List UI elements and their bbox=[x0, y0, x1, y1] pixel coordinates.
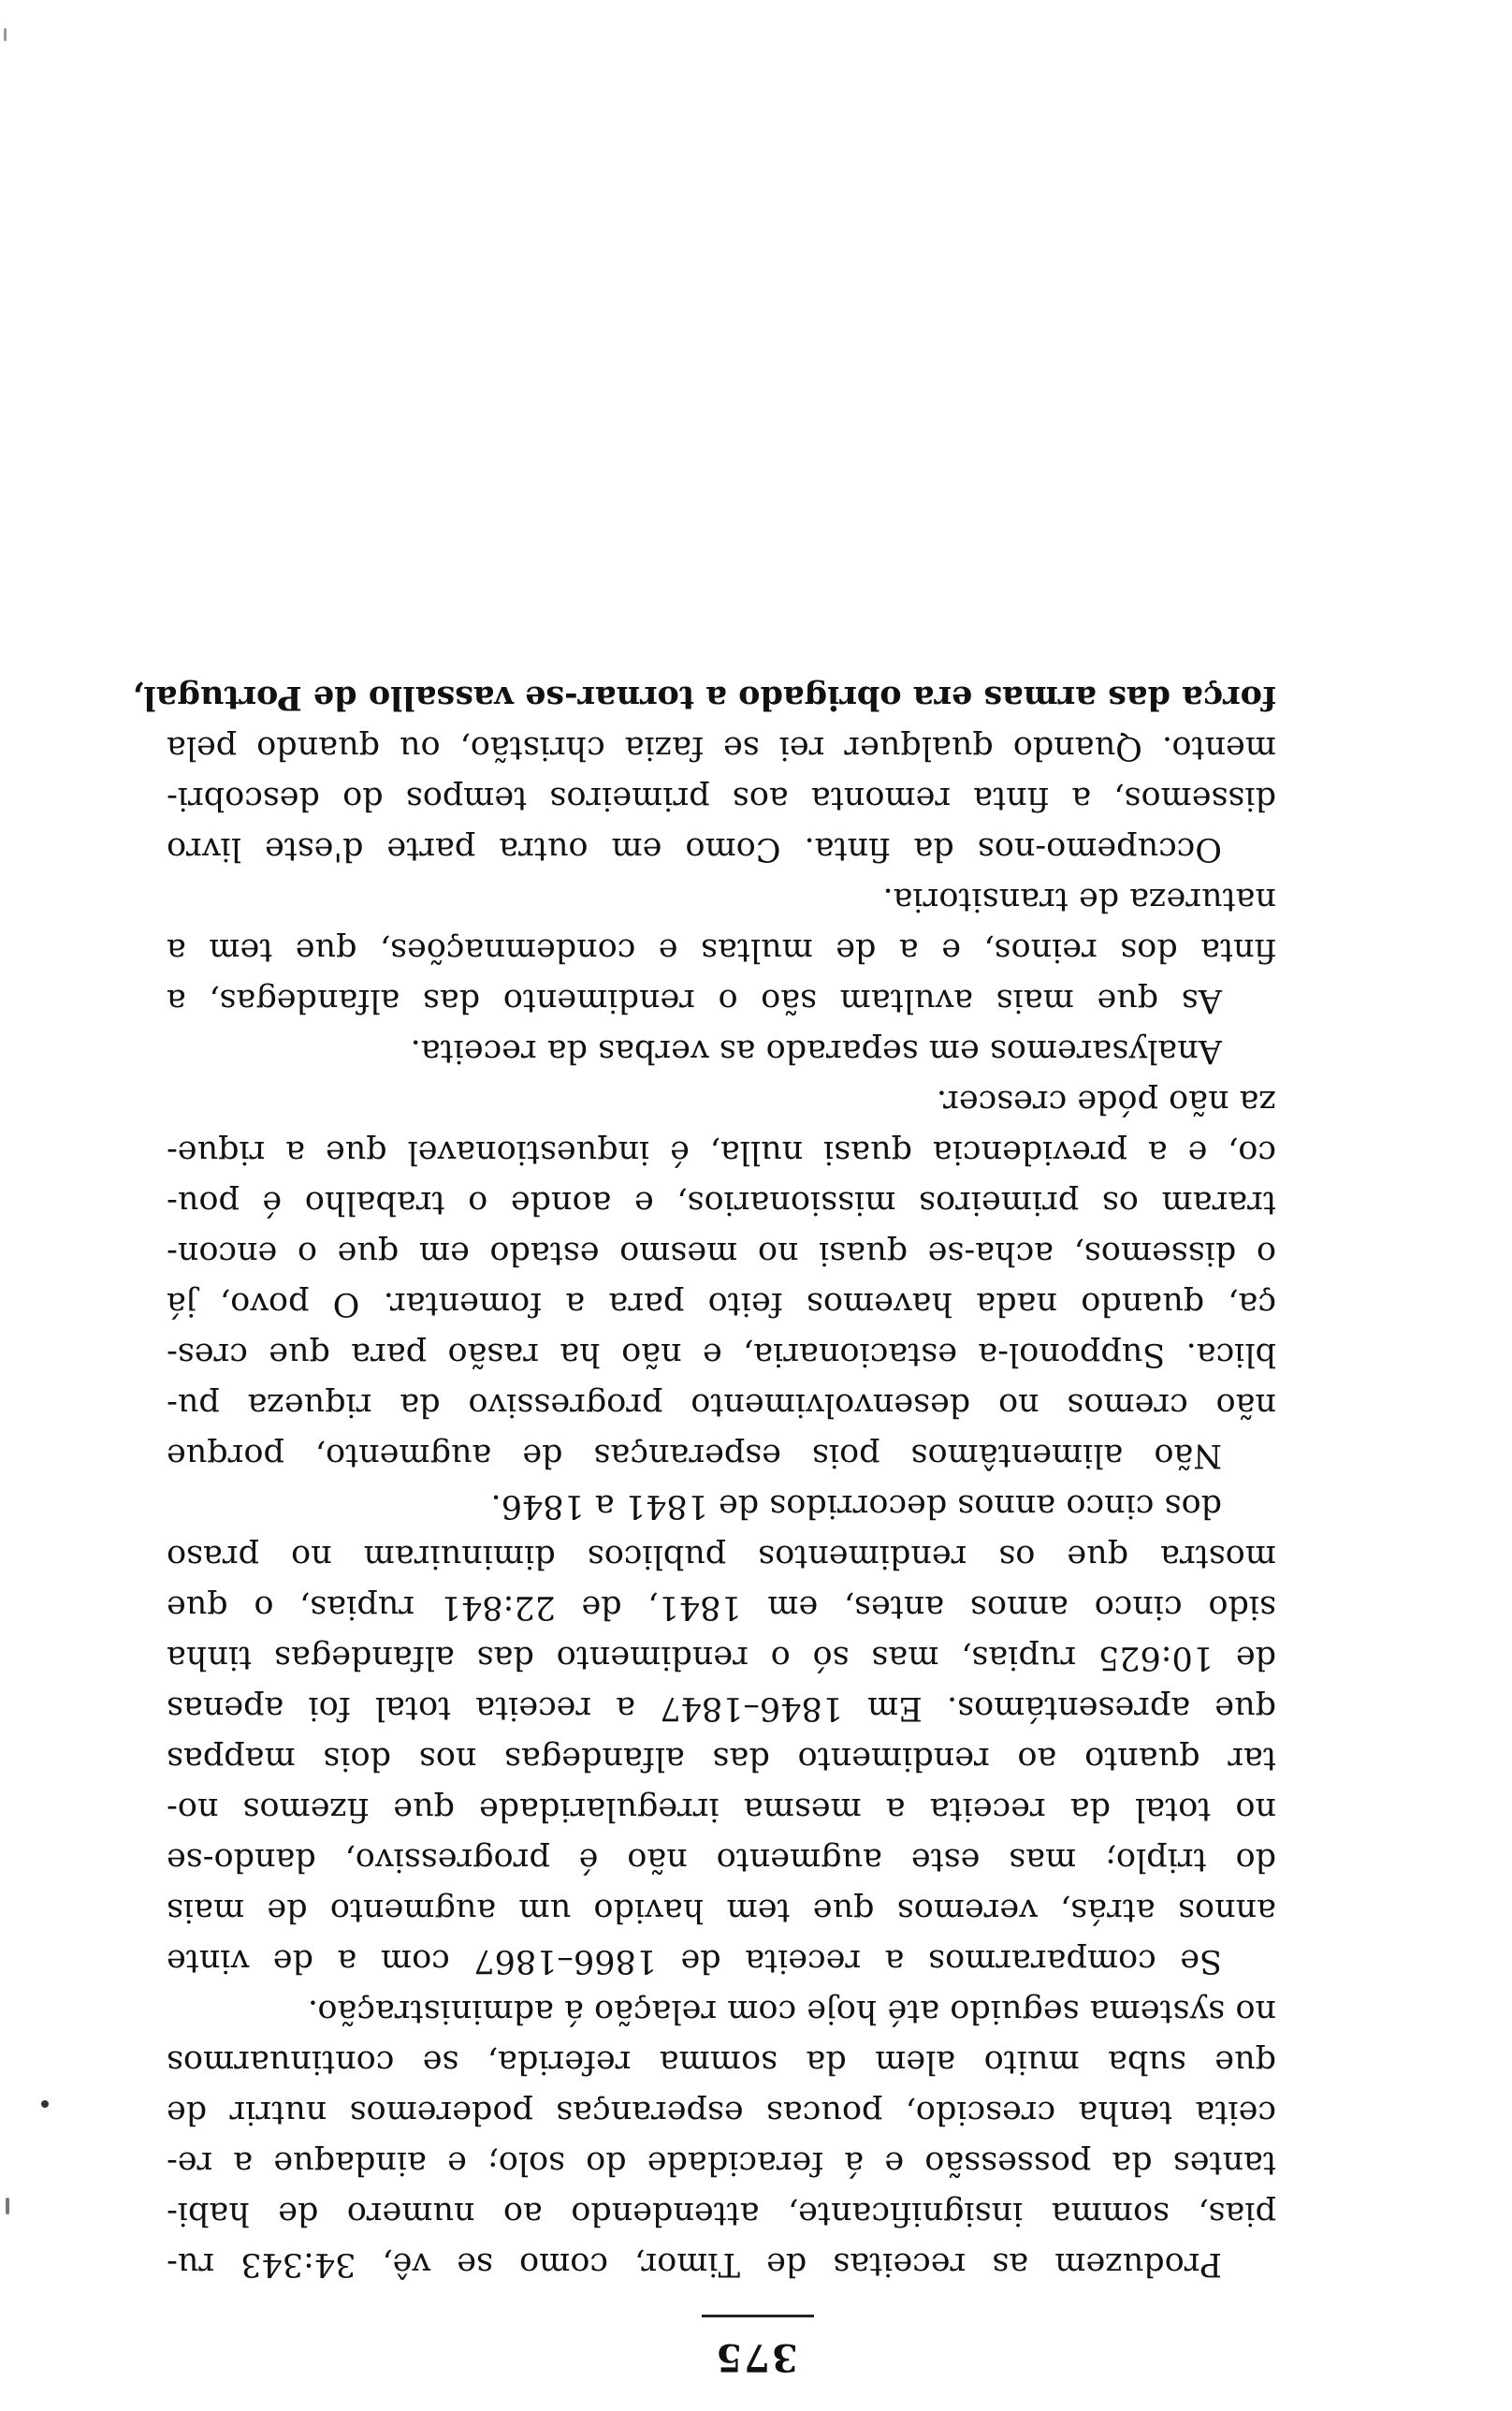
text-line: que apresentámos. Em 1846–1847 a receita total foi apenas bbox=[167, 1689, 1276, 1727]
paragraph-finta bbox=[132, 672, 1276, 874]
text-line: de 10:625 rupias, mas só o rendimento das alfandegas tinha bbox=[167, 1639, 1276, 1676]
text-line: Não alimentâmos pois esperanças de augmento, porque bbox=[167, 1437, 1222, 1474]
text-line: o dissemos, acha-se quasi no mesmo estado em que o encon- bbox=[167, 1235, 1276, 1272]
text-line: Produzem as receitas de Timor, como se vê, 34:343 ru- bbox=[167, 2245, 1222, 2283]
text-line: Occupemo-nos da finta. Como em outra parte d'este livro bbox=[167, 830, 1222, 868]
page-number-rule bbox=[702, 2315, 814, 2317]
text-line: traram os primeiros missionarios, e aonde o trabalho é pou- bbox=[167, 1184, 1276, 1221]
text-line: pias, somma insignificante, attendendo ao numero de habi- bbox=[167, 2195, 1276, 2232]
text-line: ça, quando nada havemos feito para a fomentar. O povo, já bbox=[167, 1285, 1276, 1322]
text-line: do triplo; mas este augmento não é progressivo, dando-se bbox=[167, 1841, 1276, 1878]
text-line: blica. Supponol-a estacionaria, e não ha rasão para que cres- bbox=[167, 1336, 1276, 1373]
paragraph-analysis bbox=[167, 1026, 1276, 1076]
text-line: mostra que os rendimentos publicos diminuiram no praso bbox=[167, 1538, 1276, 1575]
text-line: dissemos, a finta remonta aos primeiros tempos do descobri- bbox=[167, 780, 1276, 817]
text-line: finta dos reinos, e a de multas e condemnações, que tem a bbox=[167, 931, 1276, 969]
paragraph-comparison bbox=[167, 1481, 1276, 1986]
paragraph-revenue-timor bbox=[167, 1986, 1276, 2289]
paragraph-no-growth bbox=[167, 1076, 1276, 1481]
scan-speck bbox=[4, 28, 7, 41]
text-line: tar quanto ao rendimento das alfandegas nos dois mappas bbox=[167, 1740, 1276, 1777]
body-text bbox=[132, 672, 1276, 2289]
text-line: co, e a previdencia quasi nulla, é inquestionavel que a rique- bbox=[167, 1133, 1276, 1171]
text-line: Analysaremos em separado as verbas da receita. bbox=[410, 1032, 1222, 1070]
text-line: dos cinco annos decorridos de 1841 a 1846. bbox=[490, 1487, 1222, 1525]
text-line: Se compararmos a receita de 1866–1867 com a de vinte bbox=[167, 1942, 1222, 1980]
scan-speck bbox=[41, 2100, 49, 2108]
text-line: sido cinco annos antes, em 1841, de 22:841 rupias, o que bbox=[167, 1588, 1276, 1626]
text-line: no systema seguido até hoje com relação á administração. bbox=[307, 1993, 1276, 2030]
text-line: no total da receita a mesma irregularidade que fizemos no- bbox=[167, 1790, 1276, 1828]
scan-speck bbox=[6, 2198, 9, 2214]
text-line: força das armas era obrigado a tornar-se vassallo de Portugal, bbox=[132, 679, 1276, 717]
text-line: mento. Quando qualquer rei se fazia christão, ou quando pela bbox=[167, 729, 1276, 767]
text-line: natureza de transitoria. bbox=[882, 881, 1276, 918]
text-line: tantes da possessão e á feracidade do solo; e aindaque a re- bbox=[167, 2144, 1276, 2182]
text-line: As que mais avultam são o rendimento das alfandegas, a bbox=[167, 982, 1222, 1019]
paragraph-main-revenues bbox=[167, 874, 1276, 1026]
text-line: ceita tenha crescido, poucas esperanças poderemos nutrir de bbox=[167, 2094, 1276, 2131]
text-line: za não póde crescer. bbox=[936, 1083, 1276, 1120]
text-line: annos atrás, veremos que tem havido um augmento de mais bbox=[167, 1892, 1276, 1929]
text-line: não cremos no desenvolvimento progressivo da riqueza pu- bbox=[167, 1386, 1276, 1424]
page-number: 375 bbox=[714, 2335, 798, 2379]
text-line: que suba muito alem da somma referida, se continuarmos bbox=[167, 2043, 1276, 2081]
